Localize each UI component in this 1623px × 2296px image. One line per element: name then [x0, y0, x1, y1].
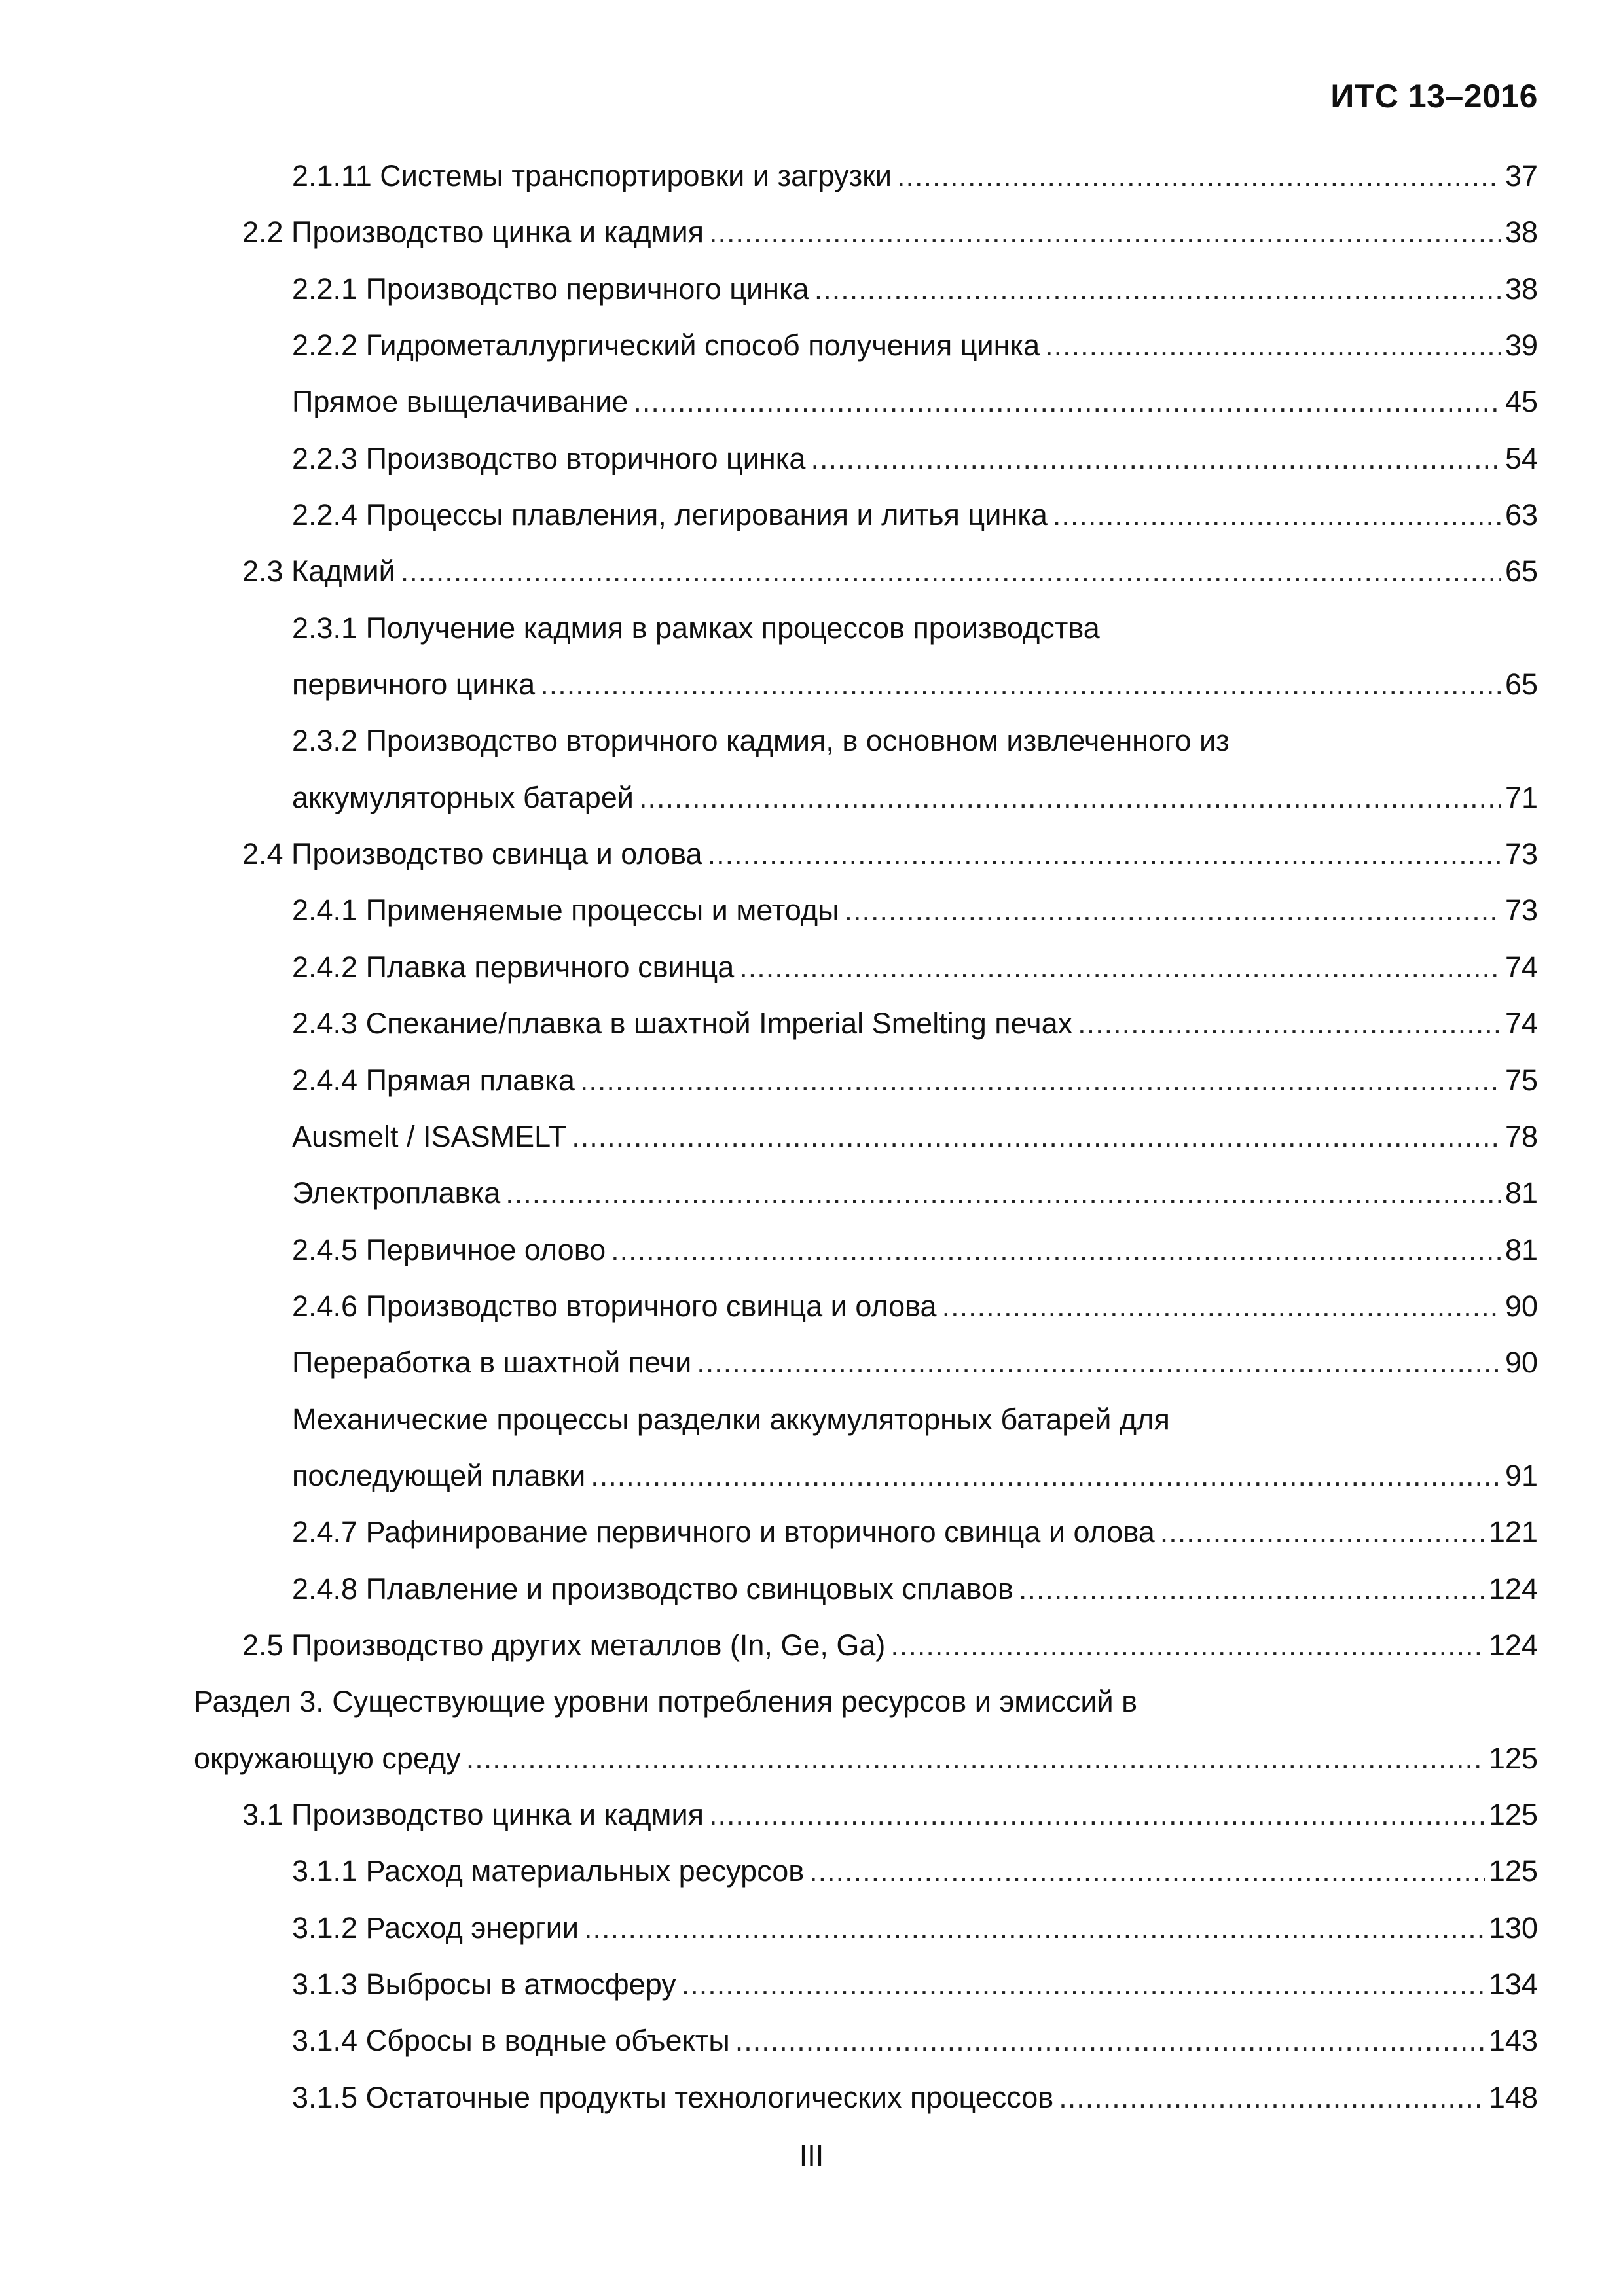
toc-entry[interactable]: [0, 1900, 1623, 1956]
dot-leader: [897, 148, 1501, 204]
toc-entry-page: 134: [1488, 1967, 1538, 2001]
toc-entry-page: 71: [1504, 780, 1538, 814]
dot-leader: [709, 204, 1501, 260]
dot-leader: [739, 939, 1501, 996]
dot-leader: [697, 1335, 1501, 1391]
toc-entry-page: 54: [1504, 441, 1538, 475]
toc-entry-title: Ausmelt / ISASMELT: [292, 1119, 567, 1153]
toc-entry[interactable]: [0, 1731, 1623, 1787]
toc-entry-page: 38: [1504, 215, 1538, 249]
dot-leader: [708, 826, 1501, 882]
dot-leader: [1053, 487, 1501, 543]
dot-leader: [584, 1900, 1485, 1956]
dot-leader: [466, 1731, 1485, 1787]
toc-entry-page: 65: [1504, 668, 1538, 702]
toc-entry[interactable]: [0, 1674, 1623, 1730]
toc-entry-page: 90: [1504, 1346, 1538, 1380]
toc-entry-page: 74: [1504, 950, 1538, 984]
dot-leader: [735, 2013, 1485, 2069]
document-code: ИТС 13–2016: [1330, 78, 1538, 115]
toc-entry-page: 38: [1504, 272, 1538, 306]
toc-entry-title: 2.2 Производство цинка и кадмия: [242, 215, 704, 249]
toc-entry-page: 73: [1504, 893, 1538, 927]
dot-leader: [1160, 1504, 1485, 1560]
toc-entry[interactable]: [0, 1787, 1623, 1843]
toc-entry[interactable]: [0, 1391, 1623, 1448]
toc-entry-page: 81: [1504, 1232, 1538, 1266]
toc-entry[interactable]: [0, 1222, 1623, 1278]
toc-entry[interactable]: [0, 1109, 1623, 1165]
toc-entry[interactable]: [0, 487, 1623, 543]
toc-entry[interactable]: [0, 1335, 1623, 1391]
toc-entry-page: 39: [1504, 329, 1538, 363]
toc-entry-title: 2.4.1 Применяемые процессы и методы: [292, 893, 839, 927]
toc-entry-title: 2.2.1 Производство первичного цинка: [292, 272, 809, 306]
dot-leader: [1019, 1561, 1485, 1617]
toc-entry-title: 3.1.5 Остаточные продукты технологических процессов: [292, 2080, 1054, 2114]
toc-entry[interactable]: [0, 1448, 1623, 1504]
toc-entry-page: 143: [1488, 2024, 1538, 2058]
toc-entry-title: 2.2.2 Гидрометаллургический способ получения цинка: [292, 329, 1040, 363]
toc-entry-page: 121: [1488, 1515, 1538, 1549]
table-of-contents: [0, 148, 1623, 2126]
toc-entry-title: Прямое выщелачивание: [292, 385, 629, 419]
dot-leader: [572, 1109, 1501, 1165]
toc-entry-page: 125: [1488, 1797, 1538, 1831]
toc-entry[interactable]: [0, 1504, 1623, 1560]
toc-entry-page: 130: [1488, 1910, 1538, 1945]
dot-leader: [611, 1222, 1501, 1278]
toc-entry[interactable]: [0, 996, 1623, 1052]
toc-entry-title: 2.4.4 Прямая плавка: [292, 1063, 575, 1097]
toc-entry-title: последующей плавки: [292, 1458, 586, 1492]
toc-entry-title: 2.3.2 Производство вторичного кадмия, в основном извлеченного из: [292, 724, 1230, 758]
toc-entry[interactable]: [0, 656, 1623, 713]
dot-leader: [505, 1165, 1501, 1221]
dot-leader: [845, 882, 1501, 939]
toc-entry-title: 2.1.11 Системы транспортировки и загрузки: [292, 159, 892, 192]
dot-leader: [1059, 2070, 1485, 2126]
toc-entry-title: 2.3.1 Получение кадмия в рамках процессов производства: [292, 611, 1100, 645]
toc-entry[interactable]: [0, 2070, 1623, 2126]
dot-leader: [709, 1787, 1485, 1843]
toc-entry-title: 2.4.5 Первичное олово: [292, 1232, 606, 1266]
toc-entry-title: 2.2.3 Производство вторичного цинка: [292, 441, 806, 475]
toc-entry-title: 2.4.6 Производство вторичного свинца и олова: [292, 1289, 937, 1323]
toc-entry-title: 2.2.4 Процессы плавления, легирования и литья цинка: [292, 498, 1048, 532]
dot-leader: [942, 1278, 1501, 1335]
toc-entry[interactable]: [0, 770, 1623, 826]
toc-entry-page: 78: [1504, 1119, 1538, 1153]
toc-entry[interactable]: [0, 1843, 1623, 1899]
dot-leader: [639, 770, 1501, 826]
toc-entry-title: 2.4.7 Рафинирование первичного и вторичного свинца и олова: [292, 1515, 1155, 1549]
toc-entry-title: Раздел 3. Существующие уровни потребления ресурсов и эмиссий в: [194, 1685, 1138, 1719]
toc-entry-title: Переработка в шахтной печи: [292, 1346, 692, 1380]
toc-entry-page: 81: [1504, 1176, 1538, 1210]
toc-entry[interactable]: [0, 600, 1623, 656]
dot-leader: [809, 1843, 1485, 1899]
dot-leader: [580, 1052, 1501, 1109]
dot-leader: [682, 1956, 1485, 2013]
dot-leader: [633, 374, 1501, 430]
dot-leader: [890, 1617, 1484, 1674]
dot-leader: [814, 261, 1501, 317]
dot-leader: [591, 1448, 1501, 1504]
toc-entry-page: 65: [1504, 554, 1538, 588]
toc-entry-title: 2.4 Производство свинца и олова: [242, 837, 702, 871]
page-number: III: [799, 2139, 824, 2172]
toc-entry[interactable]: [0, 431, 1623, 487]
toc-entry[interactable]: [0, 939, 1623, 996]
toc-entry-title: Электроплавка: [292, 1176, 501, 1210]
toc-entry-title: 3.1 Производство цинка и кадмия: [242, 1797, 704, 1831]
toc-entry[interactable]: [0, 882, 1623, 939]
toc-entry[interactable]: [0, 1278, 1623, 1335]
toc-entry-page: 90: [1504, 1289, 1538, 1323]
toc-entry-title: 2.4.8 Плавление и производство свинцовых сплавов: [292, 1571, 1013, 1605]
toc-entry-title: аккумуляторных батарей: [292, 780, 634, 814]
toc-entry-page: 124: [1488, 1628, 1538, 1662]
toc-entry[interactable]: [0, 148, 1623, 204]
toc-entry[interactable]: [0, 204, 1623, 260]
toc-entry[interactable]: [0, 826, 1623, 882]
toc-entry[interactable]: [0, 374, 1623, 430]
toc-entry[interactable]: [0, 1052, 1623, 1109]
toc-entry-title: 2.4.2 Плавка первичного свинца: [292, 950, 735, 984]
dot-leader: [540, 656, 1501, 713]
toc-entry-title: 2.4.3 Спекание/плавка в шахтной Imperial Smelting печах: [292, 1007, 1073, 1041]
toc-entry[interactable]: [0, 543, 1623, 600]
toc-entry-page: 125: [1488, 1741, 1538, 1775]
toc-entry[interactable]: [0, 713, 1623, 769]
toc-entry-page: 73: [1504, 837, 1538, 871]
dot-leader: [401, 543, 1501, 600]
toc-entry[interactable]: [0, 261, 1623, 317]
toc-entry[interactable]: [0, 1956, 1623, 2013]
toc-entry-page: 124: [1488, 1571, 1538, 1605]
toc-entry[interactable]: [0, 1561, 1623, 1617]
toc-entry-title: 3.1.4 Сбросы в водные объекты: [292, 2024, 730, 2058]
dot-leader: [811, 431, 1501, 487]
toc-entry-title: 2.5 Производство других металлов (In, Ge, Ga): [242, 1628, 886, 1662]
toc-entry-title: Механические процессы разделки аккумуляторных батарей для: [292, 1402, 1170, 1436]
toc-entry-page: 148: [1488, 2080, 1538, 2114]
toc-entry-page: 91: [1504, 1458, 1538, 1492]
toc-entry[interactable]: [0, 1617, 1623, 1674]
toc-entry-page: 63: [1504, 498, 1538, 532]
toc-entry[interactable]: [0, 1165, 1623, 1221]
toc-entry-title: окружающую среду: [194, 1741, 461, 1775]
toc-entry[interactable]: [0, 317, 1623, 374]
toc-entry[interactable]: [0, 2013, 1623, 2069]
dot-leader: [1045, 317, 1501, 374]
toc-entry-title: 3.1.3 Выбросы в атмосферу: [292, 1967, 676, 2001]
toc-entry-title: 3.1.2 Расход энергии: [292, 1910, 579, 1945]
toc-entry-page: 75: [1504, 1063, 1538, 1097]
toc-entry-page: 45: [1504, 385, 1538, 419]
toc-entry-title: первичного цинка: [292, 668, 536, 702]
toc-entry-title: 2.3 Кадмий: [242, 554, 395, 588]
toc-entry-page: 125: [1488, 1854, 1538, 1888]
toc-entry-page: 74: [1504, 1007, 1538, 1041]
toc-entry-title: 3.1.1 Расход материальных ресурсов: [292, 1854, 805, 1888]
toc-entry-page: 37: [1504, 159, 1538, 192]
dot-leader: [1078, 996, 1501, 1052]
